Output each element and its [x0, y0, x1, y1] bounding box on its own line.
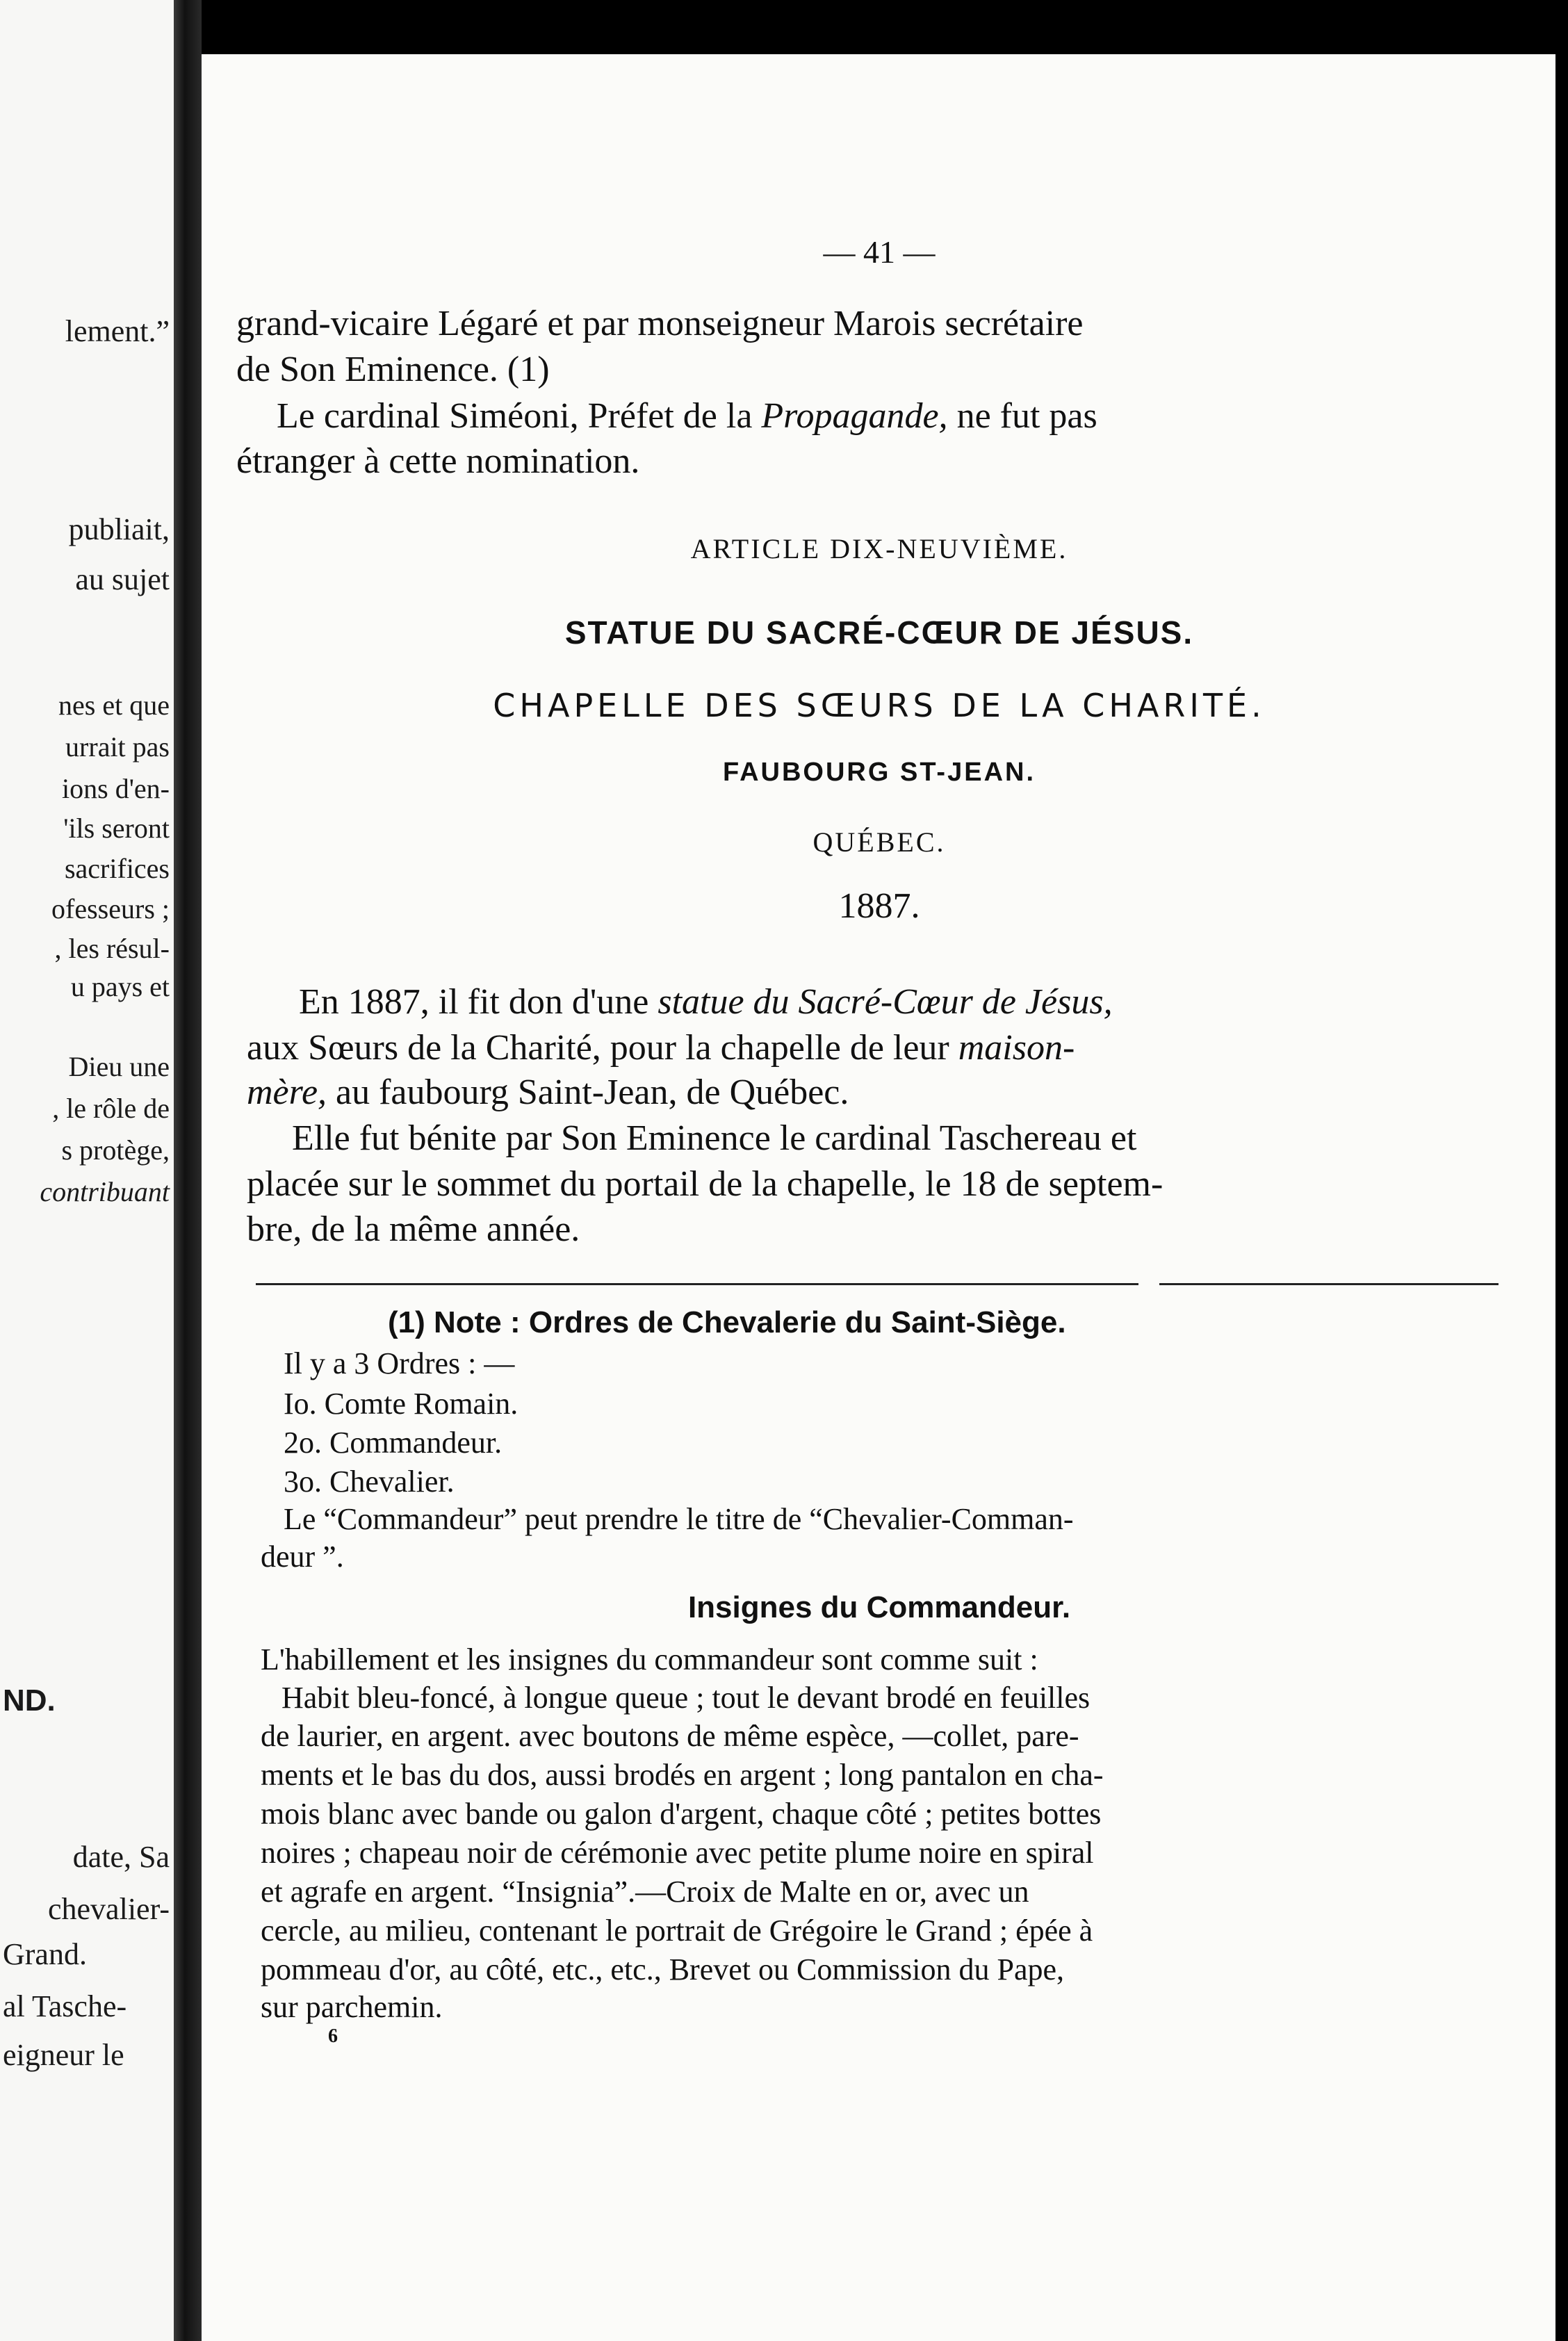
- paragraph-line: Elle fut bénite par Son Eminence le cardinal Taschereau et: [292, 1118, 1137, 1158]
- left-text-line: , le rôle de: [52, 1093, 170, 1124]
- footnote-line: Il y a 3 Ordres : —: [284, 1346, 515, 1380]
- footnote-title: (1) Note : Ordres de Chevalerie du Saint-Siège.: [388, 1305, 1066, 1339]
- footnote-line: noires ; chapeau noir de cérémonie avec petite plume noire en spiral: [261, 1836, 1094, 1870]
- footnote-line: sur parchemin.: [261, 1990, 443, 2024]
- footnote-line: 2o. Commandeur.: [284, 1426, 503, 1460]
- section-title: STATUE DU SACRÉ-CŒUR DE JÉSUS.: [564, 614, 1194, 651]
- paragraph-line: Le cardinal Siméoni, Préfet de la Propagande, ne fut pas: [277, 396, 1097, 436]
- section-subtitle: QUÉBEC.: [812, 826, 946, 858]
- italic-text: maison-: [958, 1028, 1075, 1068]
- left-text-line: al Tasche-: [3, 1989, 127, 2023]
- italic-text: mère,: [247, 1072, 327, 1112]
- footnote-line: Le “Commandeur” peut prendre le titre de “Chevalier-Comman-: [284, 1502, 1074, 1536]
- paragraph-line: bre, de la même année.: [247, 1209, 580, 1249]
- left-page-fragment: [0, 0, 174, 2341]
- section-subtitle: CHAPELLE DES SŒURS DE LA CHARITÉ.: [493, 687, 1266, 724]
- article-heading: ARTICLE DIX-NEUVIÈME.: [690, 533, 1068, 564]
- footnote-line: et agrafe en argent. “Insignia”.—Croix de Malte en or, avec un: [261, 1875, 1029, 1909]
- left-text-line: chevalier-: [48, 1892, 170, 1926]
- left-text-line: publiait,: [68, 512, 170, 546]
- left-text-line: au sujet: [75, 562, 170, 596]
- paragraph-line: grand-vicaire Légaré et par monseigneur Marois secrétaire: [236, 304, 1084, 343]
- left-text-line: Grand.: [3, 1937, 87, 1971]
- footnote-line: Habit bleu-foncé, à longue queue ; tout le devant brodé en feuilles: [281, 1681, 1091, 1715]
- left-text-line: ND.: [3, 1683, 56, 1718]
- left-text-line: u pays et: [70, 971, 170, 1002]
- italic-text: statue du Sacré-Cœur de Jésus,: [658, 982, 1113, 1022]
- footnote-rule: [256, 1283, 1138, 1285]
- footnote-line: pommeau d'or, au côté, etc., etc., Brevet ou Commission du Pape,: [261, 1952, 1065, 1987]
- page-number: — 41 —: [823, 234, 936, 270]
- scan-border: [1555, 0, 1568, 2341]
- left-text-line: , les résul-: [54, 933, 170, 964]
- left-text-line: Dieu une: [68, 1051, 170, 1082]
- left-text-line: s protège,: [61, 1134, 170, 1166]
- left-text-line: nes et que: [58, 690, 170, 721]
- left-text-line: lement.”: [65, 314, 170, 348]
- footnote-line: ments et le bas du dos, aussi brodés en argent ; long pantalon en cha-: [261, 1758, 1104, 1792]
- section-subtitle: FAUBOURG ST-JEAN.: [722, 758, 1036, 787]
- page-gutter: [174, 0, 202, 2341]
- footnote-line: mois blanc avec bande ou galon d'argent, chaque côté ; petites bottes: [261, 1797, 1102, 1831]
- paragraph-line: mère, au faubourg Saint-Jean, de Québec.: [247, 1072, 849, 1112]
- footnote-line: de laurier, en argent. avec boutons de même espèce, —collet, pare-: [261, 1719, 1079, 1753]
- footnote-line: 3o. Chevalier.: [284, 1465, 455, 1499]
- left-text-line: sacrifices: [64, 853, 170, 884]
- paragraph-line: En 1887, il fit don d'une statue du Sacré-Cœur de Jésus,: [299, 982, 1113, 1022]
- footnote-line: cercle, au milieu, contenant le portrait de Grégoire le Grand ; épée à: [261, 1914, 1093, 1948]
- paragraph-line: placée sur le sommet du portail de la chapelle, le 18 de septem-: [247, 1164, 1163, 1204]
- footnote-subtitle: Insignes du Commandeur.: [687, 1590, 1071, 1624]
- footnote-rule: [1159, 1283, 1498, 1285]
- left-text-line: date, Sa: [72, 1840, 170, 1874]
- book-page: [202, 54, 1557, 2341]
- italic-text: Propagande,: [761, 396, 948, 436]
- footnote-line: Io. Comte Romain.: [284, 1387, 518, 1421]
- paragraph-line: étranger à cette nomination.: [236, 441, 640, 481]
- signature-mark: 6: [328, 2025, 338, 2047]
- paragraph-line: aux Sœurs de la Charité, pour la chapelle de leur maison-: [247, 1028, 1075, 1068]
- left-text-line: urrait pas: [65, 731, 170, 762]
- left-text-line: ions d'en-: [62, 773, 170, 804]
- left-text-line: contribuant: [40, 1176, 170, 1207]
- left-text-line: ofesseurs ;: [51, 893, 170, 924]
- paragraph-line: de Son Eminence. (1): [236, 350, 550, 389]
- left-text-line: eigneur le: [3, 2038, 124, 2072]
- year-heading: 1887.: [838, 886, 920, 926]
- footnote-line: L'habillement et les insignes du commandeur sont comme suit :: [261, 1642, 1038, 1677]
- footnote-line: deur ”.: [261, 1540, 344, 1574]
- left-text-line: 'ils seront: [63, 813, 170, 844]
